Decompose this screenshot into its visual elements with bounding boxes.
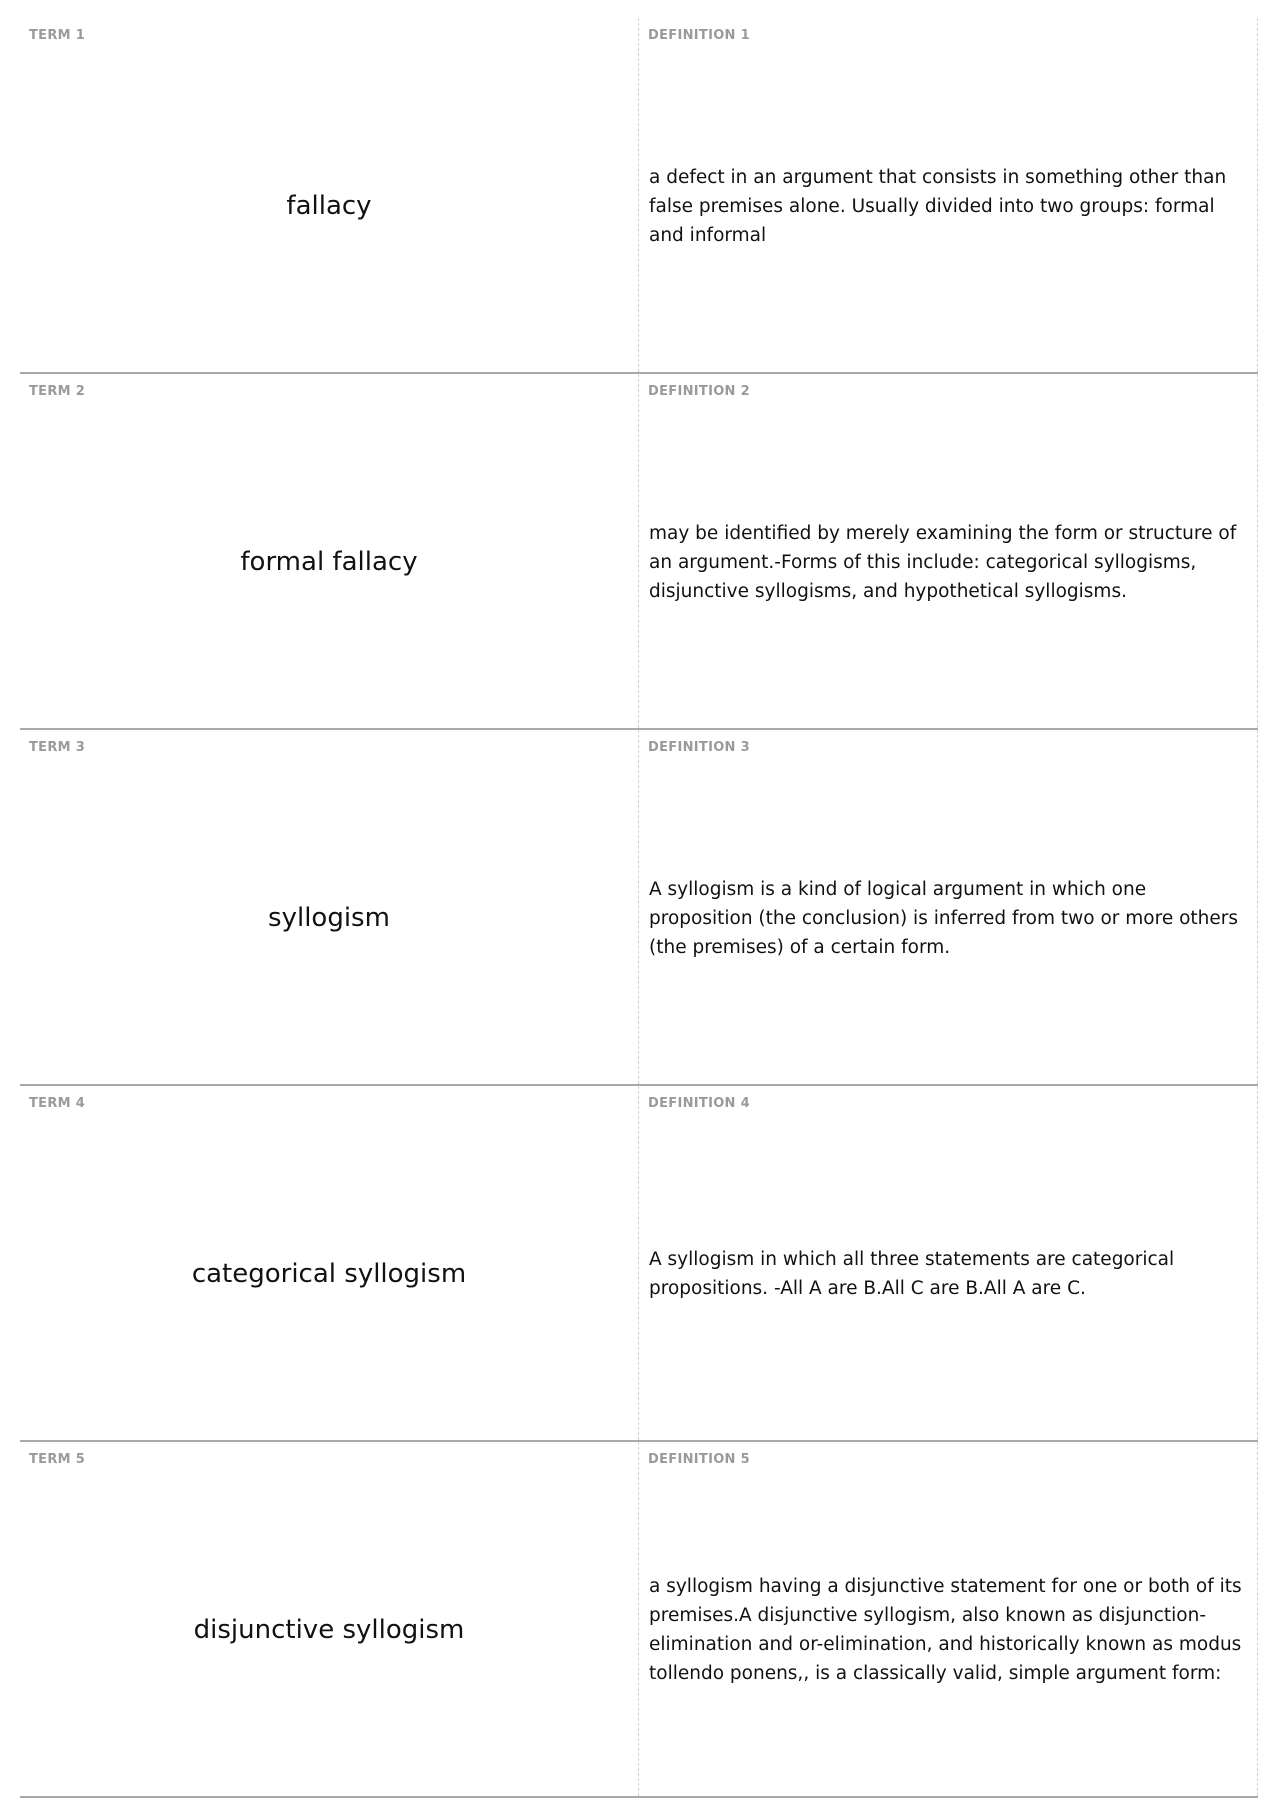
definition-text: a syllogism having a disjunctive statement for one or both of its premises.A disjunctive syllogism, also known as disjunction-elimination and or-elimination, and historically known as modus tollendo ponens,, is a classically valid, simple argument form: (649, 1576, 1242, 1684)
definition-label: DEFINITION 4 (648, 1096, 750, 1111)
definition-text: A syllogism in which all three statements are categorical propositions. -All A are B.All C are B.All A are C. (649, 1249, 1175, 1299)
definition-label: DEFINITION 3 (648, 740, 750, 755)
definition-cell (639, 1442, 1258, 1796)
term-label: TERM 1 (29, 28, 86, 43)
definition-cell (639, 1086, 1258, 1440)
card-row (20, 730, 1258, 1086)
definition-cell (639, 730, 1258, 1084)
definition-cell (639, 374, 1258, 728)
term-cell (20, 18, 639, 372)
card-row (20, 1086, 1258, 1442)
term-cell (20, 1086, 639, 1440)
term-text: categorical syllogism (191, 1259, 467, 1289)
card-row (20, 18, 1258, 374)
term-label: TERM 2 (29, 384, 86, 399)
definition-cell (639, 18, 1258, 372)
term-label: TERM 3 (29, 740, 86, 755)
term-text: fallacy (286, 191, 372, 221)
definition-text: may be identified by merely examining the form or structure of an argument.-Forms of this include: categorical syllogisms, disjunctive syllogisms, and hypothetical syllogisms. (649, 522, 1237, 602)
term-text: syllogism (268, 903, 390, 933)
term-text: disjunctive syllogism (193, 1615, 465, 1645)
definition-label: DEFINITION 2 (648, 384, 750, 399)
term-cell (20, 1442, 639, 1796)
card-row (20, 374, 1258, 730)
card-row (20, 1442, 1258, 1798)
definition-text: A syllogism is a kind of logical argument in which one proposition (the conclusion) is inferred from two or more others (the premises) of a certain form. (649, 878, 1239, 958)
term-cell (20, 730, 639, 1084)
term-text: formal fallacy (240, 547, 418, 577)
term-cell (20, 374, 639, 728)
definition-label: DEFINITION 1 (648, 28, 750, 43)
term-label: TERM 5 (29, 1452, 86, 1467)
term-label: TERM 4 (29, 1096, 86, 1111)
flashcard-sheet (20, 18, 1258, 1798)
definition-label: DEFINITION 5 (648, 1452, 750, 1467)
definition-text: a defect in an argument that consists in something other than false premises alone. Usually divided into two groups: formal and informal (649, 166, 1227, 246)
